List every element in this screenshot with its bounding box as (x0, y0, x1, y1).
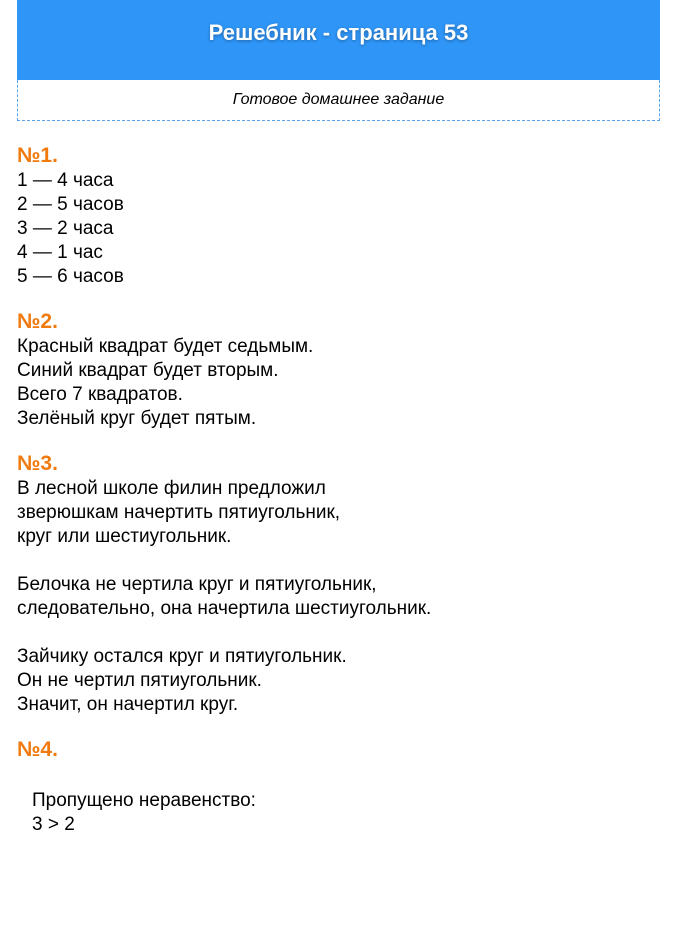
answer-line: Пропущено неравенство: (32, 790, 256, 811)
answer-line: Красный квадрат будет седьмым. (17, 336, 314, 357)
page-title: Решебник - страница 53 (208, 20, 469, 45)
answer-line: 1 — 4 часа (17, 170, 114, 191)
task-heading: №2. (17, 310, 58, 333)
answer-line: Он не чертил пятиугольник. (17, 670, 262, 691)
answer-line: 2 — 5 часов (17, 194, 124, 215)
task-heading: №3. (17, 452, 58, 475)
answer-line: следовательно, она начертила шестиугольник. (17, 598, 432, 619)
task-heading: №1. (17, 144, 58, 167)
answer-paragraph (17, 477, 657, 549)
task-1 (17, 143, 657, 289)
answer-line: 5 — 6 часов (17, 266, 124, 287)
answer-line: круг или шестиугольник. (17, 526, 232, 547)
answer-line: Зайчику остался круг и пятиугольник. (17, 646, 347, 667)
answer-block (17, 789, 657, 837)
task-3 (17, 451, 657, 717)
task-2 (17, 309, 657, 431)
answer-paragraph (17, 645, 657, 717)
answer-line: Всего 7 квадратов. (17, 384, 183, 405)
solutions-content (17, 143, 657, 857)
answer-line: 3 > 2 (32, 814, 75, 835)
answer-paragraph (17, 573, 657, 621)
answer-line: 4 — 1 час (17, 242, 103, 263)
answer-line: В лесной школе филин предложил (17, 478, 326, 499)
answer-line: Значит, он начертил круг. (17, 694, 239, 715)
answer-line: Синий квадрат будет вторым. (17, 360, 279, 381)
answer-line: Зелёный круг будет пятым. (17, 408, 257, 429)
page-subtitle-box (17, 80, 660, 121)
answer-line: 3 — 2 часа (17, 218, 114, 239)
task-4 (17, 737, 657, 837)
answer-line: зверюшкам начертить пятиугольник, (17, 502, 341, 523)
page-subtitle: Готовое домашнее задание (232, 91, 445, 108)
page-header (17, 0, 660, 80)
task-heading: №4. (17, 738, 58, 761)
answer-line: Белочка не чертила круг и пятиугольник, (17, 574, 377, 595)
